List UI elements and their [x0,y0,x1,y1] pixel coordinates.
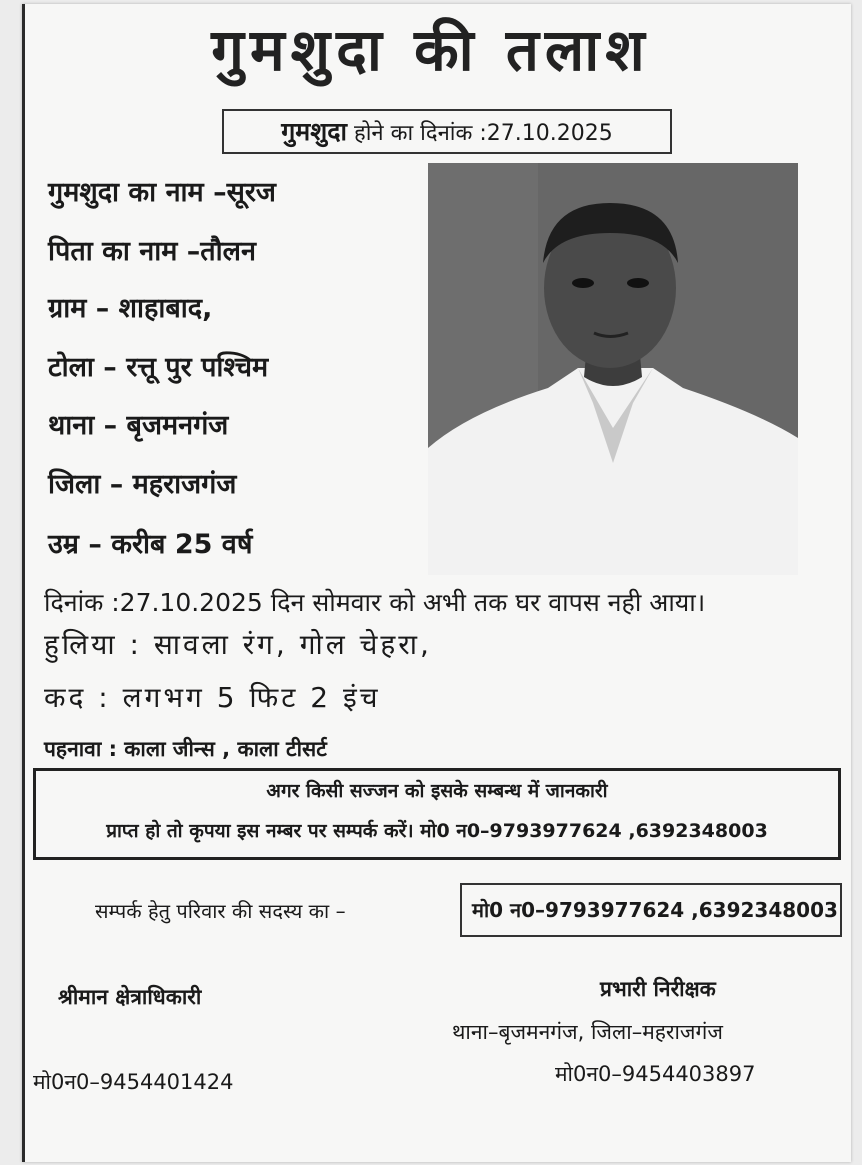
missing-person-photo [428,163,798,575]
left-officer-phone: मो0न0–9454401424 [33,1070,234,1094]
notice-line-1: अगर किसी सज्जन को इसके सम्बन्ध में जानकारी [266,780,608,802]
detail-name: गुमशुदा का नाम –सूरज [48,177,276,208]
family-contact-number: मो0 न0–9793977624 ,6392348003 [460,883,842,937]
right-officer-title: प्रभारी निरीक्षक [600,977,716,1001]
missing-date-box [222,109,672,154]
notice-box [33,768,841,860]
detail-age: उम्र – करीब 25 वर्ष [48,529,253,560]
missing-since-line: दिनांक :27.10.2025 दिन सोमवार को अभी तक घर वापस नही आया। [44,588,706,617]
left-officer-title: श्रीमान क्षेत्राधिकारी [58,985,202,1009]
family-contact-label: सम्पर्क हेतु परिवार की सदस्य का – [95,899,346,923]
poster-title: गुमशुदा की तलाश [211,16,651,84]
detail-police-station: थाना – बृजमनगंज [48,410,229,441]
right-officer-phone: मो0न0–9454403897 [555,1062,756,1086]
detail-father: पिता का नाम –तौलन [48,236,256,267]
detail-tola: टोला – रत्तू पुर पश्चिम [48,352,269,383]
height-line: कद : लगभग 5 फिट 2 इंच [44,681,381,714]
detail-district: जिला – महराजगंज [48,469,237,500]
missing-date-label-rest: होने का दिनांक [354,121,473,146]
missing-date-value: :27.10.2025 [479,121,613,146]
person-portrait-icon [428,163,798,575]
clothing-line: पहनावा : काला जीन्स , काला टीसर्ट [44,737,327,761]
missing-date-label: गुमशुदा [281,117,348,146]
appearance-line: हुलिया : सावला रंग, गोल चेहरा, [44,628,432,661]
notice-line-2: प्राप्त हो तो कृपया इस नम्बर पर सम्पर्क करें। मो0 न0–9793977624 ,6392348003 [106,820,768,842]
detail-village: ग्राम – शाहाबाद, [48,293,213,324]
right-officer-station: थाना–बृजमनगंज, जिला–महराजगंज [452,1020,723,1044]
